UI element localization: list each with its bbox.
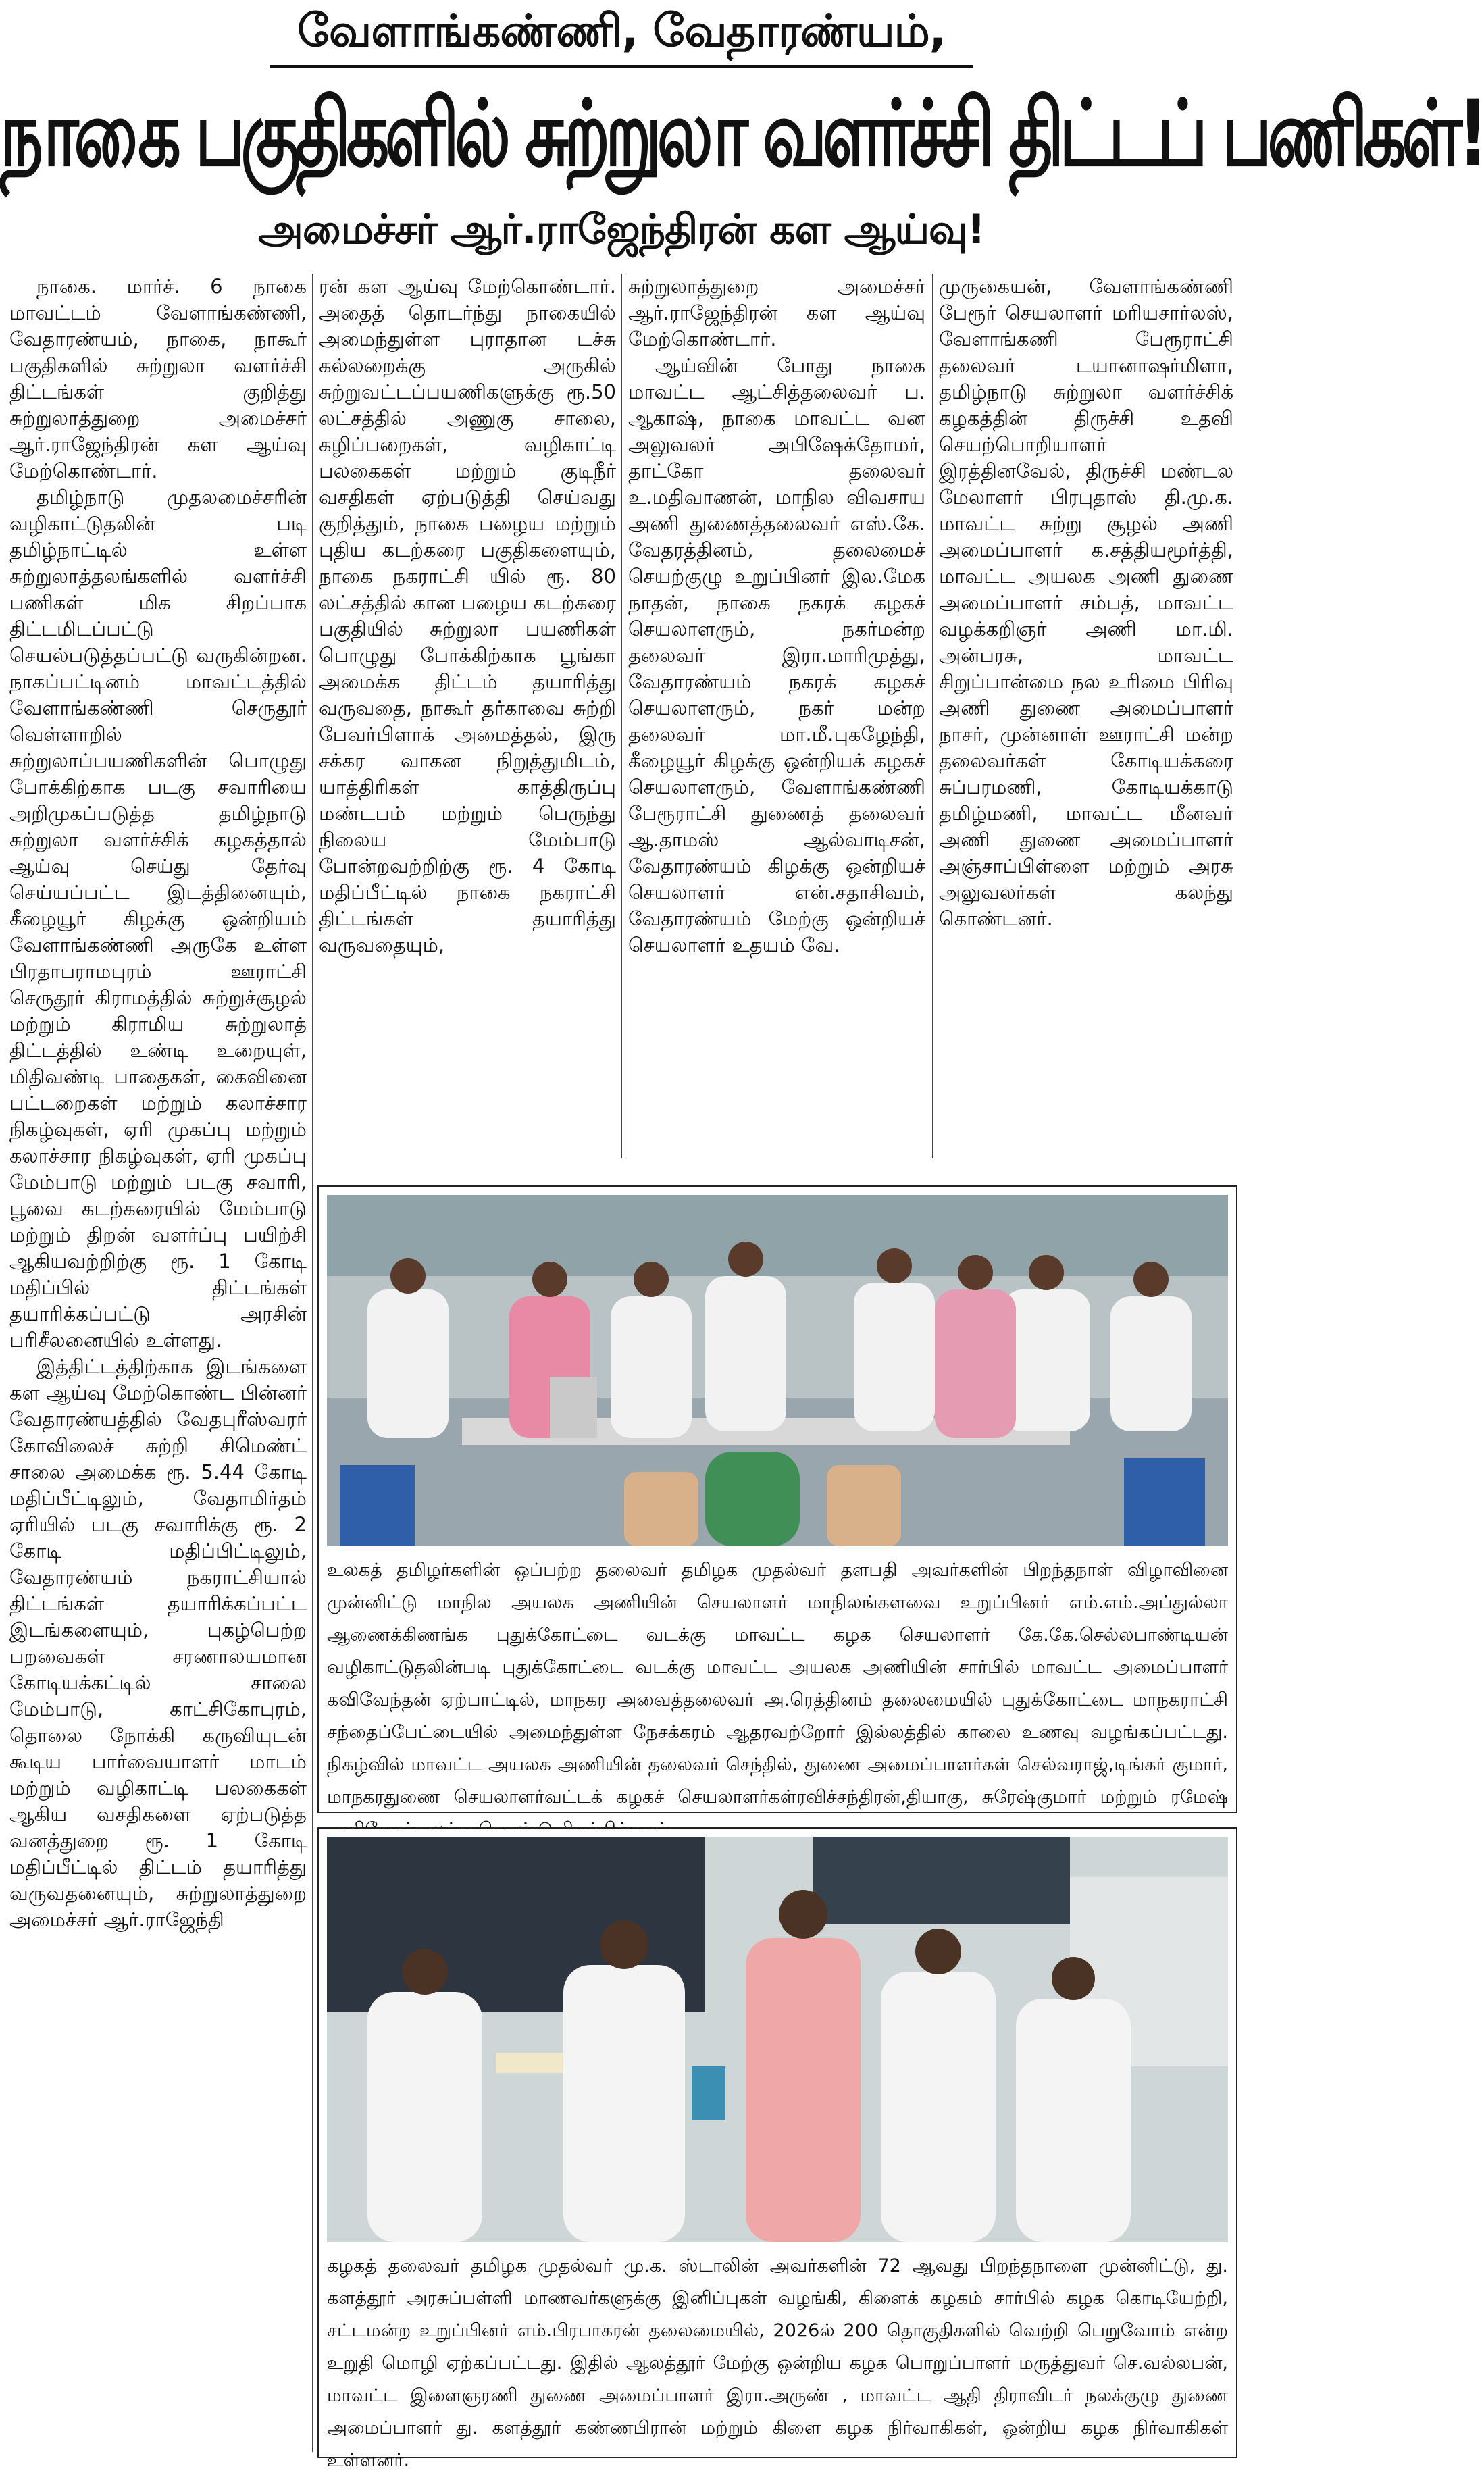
photo-box-2 [317, 1827, 1237, 2471]
column-divider [312, 274, 313, 2452]
photo2-caption: கழகத் தலைவர் தமிழக முதல்வர் மு.க. ஸ்டாலின் அவர்களின் 72 ஆவது பிறந்தநாளை முன்னிட்டு, து. களத்தூர் அரசுப்பள்ளி மாணவர்களுக்கு இனிப்புகள் வழங்கி, கிளைக் கழகம் சார்பில் கழக கொடியேற்றி, சட்டமன்ற உறுப்பினர் எம்.பிரபாகரன் தலைமையில், 2026ல் 200 தொகுதிகளில் வெற்றி பெறுவோம் என்ற உறுதி மொழி ஏற்கப்பட்டது. இதில் ஆலத்தூர் மேற்கு ஒன்றிய கழக பொறுப்பாளர் மருத்துவர் செ.வல்லபன், மாவட்ட இளைஞரணி துணை அமைப்பாளர் இரா.அருண் , மாவட்ட ஆதி திராவிடர் நலக்குழு துணை அமைப்பாளர் து. களத்தூர் கண்ணபிரான் மற்றும் கிளை கழக நிர்வாகிகள், ஒன்றிய கழக நிர்வாகிகள் உள்ளனர். [327, 2255, 1228, 2471]
article-column-1 [9, 274, 307, 2452]
article-paragraph: தமிழ்நாடு முதலமைச்சரின் வழிகாட்டுதலின் படி தமிழ்நாட்டில் உள்ள சுற்றுலாத்தலங்களில் வளர்ச்சி பணிகள் மிக சிறப்பாக திட்டமிடப்பட்டு செயல்படுத்தப்பட்டு வருகின்றன. நாகப்பட்டினம் மாவட்டத்தில் வேளாங்கண்ணி செருதூர் வெள்ளாறில் சுற்றுலாப்பயணிகளின் பொழுது போக்கிற்காக படகு சவாரியை அறிமுகப்படுத்த தமிழ்நாடு சுற்றுலா வளர்ச்சிக் கழகத்தால் ஆய்வு செய்து தேர்வு செய்யப்பட்ட இடத்தினையும், கீழையூர் கிழக்கு ஒன்றியம் வேளாங்கண்ணி அருகே உள்ள பிரதாபராமபுரம் ஊராட்சி செருதூர் கிராமத்தில் சுற்றுச்சூழல் மற்றும் கிராமிய சுற்றுலாத் திட்டத்தில் உண்டி உறையுள், மிதிவண்டி பாதைகள், கைவினை பட்டறைகள் மற்றும் கலாச்சார நிகழ்வுகள், ஏரி முகப்பு மற்றும் கலாச்சார நிகழ்வுகள், ஏரி முகப்பு மேம்பாடு மற்றும் படகு சவாரி, பூவை கடற்கரையில் மேம்பாடு மற்றும் திறன் வளர்ப்பு பயிற்சி ஆகியவற்றிற்கு ரூ. 1 கோடி மதிப்பில் திட்டங்கள் தயாரிக்கப்பட்டு அரசின் பரிசீலனையில் உள்ளது. [9, 486, 307, 1352]
photo-illustration [327, 1195, 1228, 1546]
photo1-caption: உலகத் தமிழர்களின் ஒப்பற்ற தலைவர் தமிழக முதல்வர் தளபதி அவர்களின் பிறந்தநாள் விழாவினை முன்னிட்டு மாநில அயலக அணியின் செயலாளர் மாநிலங்களவை உறுப்பினர் எம்.எம்.அப்துல்லா ஆணைக்கிணங்க புதுக்கோட்டை வடக்கு மாவட்ட கழக செயலாளர் கே.கே.செல்லபாண்டியன் வழிகாட்டுதலின்படி புதுக்கோட்டை வடக்கு மாவட்ட அயலக அணியின் சார்பில் மாவட்ட அமைப்பாளர் கவிவேந்தன் ஏற்பாட்டில், மாநகர அவைத்தலைவர் அ.ரெத்தினம் தலைமையில் புதுக்கோட்டை மாநகராட்சி சந்தைப்பேட்டையில் அமைந்துள்ள நேசக்கரம் ஆதரவற்றோர் இல்லத்தில் காலை உணவு வழங்கப்பட்டது. நிகழ்வில் மாவட்ட அயலக அணியின் தலைவர் செந்தில், துணை அமைப்பாளர்கள் செல்வராஜ்,டிங்கர் குமார், மாநகரதுணை செயலாளர்வட்டக் கழகச் செயலாளர்கள்ரவிச்சந்திரன்,தியாகு, சுரேஷ்குமார் மற்றும் ரமேஷ் [327, 1560, 1228, 1808]
article-column-2 [319, 274, 616, 1158]
article-paragraph: சுற்றுலாத்துறை அமைச்சர் ஆர்.ராஜேந்திரன் கள ஆய்வு மேற்கொண்டார். [628, 275, 925, 351]
photo-breakfast-event [327, 1195, 1228, 1546]
article-paragraph: முருகையன், வேளாங்கண்ணி பேரூர் செயலாளர் மரியசார்லஸ், வேளாங்கணி பேரூராட்சி தலைவர் டயானாஷர்மிளா, தமிழ்நாடு சுற்றுலா வளர்ச்சிக் கழகத்தின் திருச்சி உதவி செயற்பொறியாளர் இரத்தினவேல், திருச்சி மண்டல மேலாளர் பிரபுதாஸ் தி.மு.க. மாவட்ட சுற்று சூழல் அணி அமைப்பாளர் க.சத்தியமூர்த்தி, மாவட்ட அயலக அணி துணை அமைப்பாளர் சம்பத், மாவட்ட வழக்கறிஞர் அணி மா.மி. அன்பரசு, மாவட்ட சிறுப்பான்மை நல உரிமை பிரிவு அணி துணை அமைப்பாளர் நாசர், முன்னாள் ஊராட்சி மன்ற தலைவர்கள் கோடியக்கரை சுப்பரமணி, கோடியக்காடு தமிழ்மணி, மாவட்ட மீனவர் அணி துணை அமைப்பாளர் அஞ்சாப்பிள்ளை மற்றும் அரசு அலுவலர்கள் கலந்து கொண்டனர். [939, 275, 1233, 930]
headline: நாகை பகுதிகளில் சுற்றுலா வளர்ச்சி திட்டப் பணிகள்! [0, 80, 1484, 187]
article-paragraph: இத்திட்டத்திற்காக இடங்களை கள ஆய்வு மேற்கொண்ட பின்னர் வேதாரண்யத்தில் வேதபுரீஸ்வரர் கோவிலைச் சுற்றி சிமெண்ட் சாலை அமைக்க ரூ. 5.44 கோடி மதிப்பீட்டிலும், வேதாமிர்தம் ஏரியில் படகு சவாரிக்கு ரூ. 2 கோடி மதிப்பிட்டிலும், வேதாரண்யம் நகராட்சியால் திட்டங்கள் தயாரிக்கப்பட்ட இடங்களையும், புகழ்பெற்ற பறவைகள் சரணாலயமான கோடியக்கட்டில் சாலை மேம்பாடு, காட்சிகோபுரம், தொலை நோக்கி கருவியுடன் கூடிய பார்வையாளர் மாடம் மற்றும் வழிகாட்டி பலகைகள் ஆகிய வசதிகளை ஏற்படுத்த வனத்துறை ரூ. 1 கோடி மதிப்பீட்டில் திட்டம் தயாரித்து வருவதனையும், சுற்றுலாத்துறை அமைச்சர் ஆர்.ராஜேந்தி [9, 1355, 307, 1931]
article-paragraph: ரன் கள ஆய்வு மேற்கொண்டார். அதைத் தொடர்ந்து நாகையில் அமைந்துள்ள புராதான டச்சு கல்லறைக்கு அருகில் சுற்றுவட்டப்பயணிகளுக்கு ரூ.50 லட்சத்தில் அணுகு சாலை, கழிப்பறைகள், வழிகாட்டி பலகைகள் மற்றும் குடிநீர் வசதிகள் ஏற்படுத்தி செய்வது குறித்தும், நாகை பழைய மற்றும் புதிய கடற்கரை பகுதிகளையும், நாகை நகராட்சி யில் ரூ. 80 லட்சத்தில் கான பழைய கடற்கரை பகுதியில் சுற்றுலா பயணிகள் பொழுது போக்கிற்காக பூங்கா அமைக்க திட்டம் தயாரித்து வருவதை, நாகூர் தர்காவை சுற்றி பேவர்பிளாக் அமைத்தல், இரு சக்கர வாகன நிறுத்துமிடம், யாத்திரிகள் காத்திருப்பு மண்டபம் மற்றும் பெருந்து நிலைய மேம்பாடு போன்றவற்றிற்கு ரூ. 4 கோடி மதிப்பீட்டில் நாகை நகராட்சி திட்டங்கள் தயாரித்து வருவதையும், [319, 275, 616, 956]
article-column-3 [628, 274, 925, 1158]
photo-school-sweets [327, 1837, 1228, 2242]
subheadline: அமைச்சர் ஆர்.ராஜேந்திரன் கள ஆய்வு! [258, 206, 985, 253]
article-paragraph: நாகை. மார்ச். 6 நாகை மாவட்டம் வேளாங்கண்ணி, வேதாரண்யம், நாகை, நாகூர் பகுதிகளில் சுற்றுலா வளர்ச்சி திட்டங்கள் குறித்து சுற்றுலாத்துறை அமைச்சர் ஆர்.ராஜேந்திரன் கள ஆய்வு மேற்கொண்டார். [9, 275, 307, 482]
article-paragraph: ஆய்வின் போது நாகை மாவட்ட ஆட்சித்தலைவர் ப. ஆகாஷ், நாகை மாவட்ட வன அலுவலர் அபிஷேக்தோமர், தாட்கோ தலைவர் உ.மதிவாணன், மாநில விவசாய அணி துணைத்தலைவர் எஸ்.கே. வேதரத்தினம், தலைமைச் செயற்குழு உறுப்பினர் இல.மேக நாதன், நாகை நகரக் கழகச் செயலாளரும், நகர்மன்ற தலைவர் இரா.மாரிமுத்து, வேதாரண்யம் நகரக் கழகச் செயலாளரும், நகர் மன்ற தலைவர் மா.மீ.புகழேந்தி, கீழையூர் கிழக்கு ஒன்றியக் கழகச் செயலாளரும், வேளாங்கண்ணி பேரூராட்சி துணைத் தலைவர் ஆ.தாமஸ் ஆல்வாடிசன், வேதாரண்யம் கிழக்கு ஒன்றியச் செயலாளர் என்.சதாசிவம், வேதாரண்யம் மேற்கு ஒன்றியச் செயலாளர் உதயம் வே. [628, 354, 925, 956]
kicker-title: வேளாங்கண்ணி, வேதாரண்யம், [297, 5, 946, 57]
column-divider [621, 274, 622, 1158]
photo-illustration [327, 1837, 1228, 2242]
column-divider [932, 274, 933, 1158]
photo-box-1 [317, 1185, 1237, 1813]
article-column-4 [939, 274, 1233, 1158]
